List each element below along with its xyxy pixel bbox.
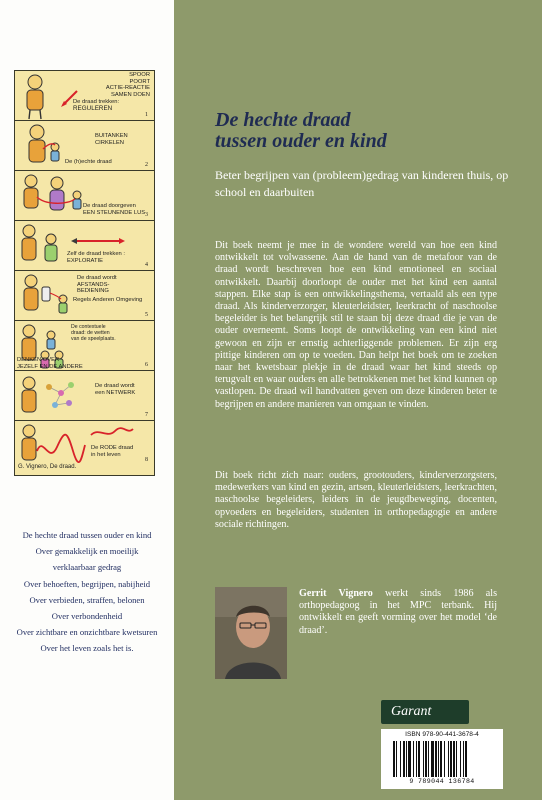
topic-item: verklaarbaar gedrag xyxy=(52,562,122,573)
left-panel xyxy=(0,0,174,800)
isbn-text: ISBN 978-90-441-3678-4 xyxy=(405,731,479,738)
author-bio-text: werkt sinds 1986 als orthopedagoog in het MPC terbank. Hij ontwikkelt en geeft vorming over het model ‘de draad’. xyxy=(299,588,497,636)
frame-1-line-6: REGULEREN xyxy=(73,105,113,112)
frame-7-line-1: De draad wordt xyxy=(95,383,135,389)
frame-6-line-3: van de speelplaats. xyxy=(71,336,116,342)
title-line-1: De hechte draad xyxy=(215,109,351,131)
frame-5-line-4: Regels Anderen Omgeving xyxy=(73,297,143,303)
frame-1-line-4: SAMEN DOEN xyxy=(111,91,150,98)
strip-frame-3 xyxy=(15,171,154,221)
topics-list xyxy=(0,527,174,657)
frame-5-number: 5 xyxy=(145,312,148,318)
author-bio xyxy=(299,588,497,637)
frame-5-line-1: De draad wordt xyxy=(77,275,117,281)
frame-6-line-1: De contextuele xyxy=(71,324,106,330)
frame-2-line-1: BUITANKEN xyxy=(95,133,128,139)
topic-item: Over het leven zoals het is. xyxy=(40,643,134,654)
publisher-logo: Garant xyxy=(381,700,469,724)
topic-item: Over zichtbare en onzichtbare kwetsuren xyxy=(16,627,158,638)
frame-5-line-2: AFSTANDS- xyxy=(77,281,110,288)
strip-frame-2 xyxy=(15,121,154,171)
frame-4-number: 4 xyxy=(145,262,148,268)
audience-paragraph: Dit boek richt zich naar: ouders, grootouders, kinderverzorgsters, medewerkers van kind en gezin, artsen, kleuterleidsters, leerkrachten, naschoolse begeleiders, leiders in de jeugdbeweging, docenten, opvoeders en begeleiders, studenten in orthopedagogie en andere sociale richtingen. xyxy=(215,470,497,530)
frame-4-line-2: EXPLORATIE xyxy=(67,257,103,264)
frame-6-line-2: draad: de wetten xyxy=(71,330,110,336)
frame-3-line-1: De draad doorgeven xyxy=(83,203,136,209)
author-photo xyxy=(215,587,287,679)
frame-2-number: 2 xyxy=(145,162,148,168)
topic-item: Over gemakkelijk en moeilijk xyxy=(35,546,139,557)
frame-3-number: 3 xyxy=(145,212,148,218)
book-title xyxy=(215,110,387,152)
strip-frame-1 xyxy=(15,71,154,121)
barcode-digits: 9 789044 136784 xyxy=(409,778,475,785)
frame-2-line-2: CIRKELEN xyxy=(95,139,124,146)
frame-7-number: 7 xyxy=(145,412,148,418)
topic-item: Over behoeften, begrijpen, nabijheid xyxy=(23,578,151,589)
topic-item: Over verbondenheid xyxy=(51,611,123,622)
frame-8-line-1: De RODE draad xyxy=(91,445,134,451)
strip-frame-5 xyxy=(15,271,154,321)
frame-6-line-5: JEZELF EN DE ANDERE xyxy=(17,363,83,370)
strip-frame-7 xyxy=(15,371,154,421)
frame-2-line-3: De (h)echte draad xyxy=(65,159,112,165)
barcode-image xyxy=(393,741,491,777)
strip-frame-8 xyxy=(15,421,154,471)
frame-4-line-1: Zelf de draad trekken : xyxy=(67,251,126,257)
book-subtitle: Beter begrijpen van (probleem)gedrag van kinderen thuis, op school en daarbuiten xyxy=(215,168,509,199)
frame-6-line-4: DENKEN OVER xyxy=(17,357,60,363)
strip-frame-6 xyxy=(15,321,154,371)
description-paragraph: Dit boek neemt je mee in de wondere wereld van hoe een kind ontwikkelt tot volwassene. Aan de hand van de metafoor van de draad wordt beschreven hoe een kind emotioneel en sociaal ontwikkelt. Daarbij doorloopt de ouder met het kind een aantal stappen. Elke stap is een ontwikkelingsthema, vertaald als een type draad. Als kinderverzorger, kleuterleidster, leerkracht of naschoolse begeleider is het belangrijk stil te staan bij deze draad die je van de ouder overneemt. Soms loopt de ontwikkeling van een kind niet gewoon en zijn er ernstig achterliggende problemen. Er zijn erg pittige kinderen om op te voeden. Dan helpt het boek om te zoeken naar het kwetsbaar plekje in de draad waar het kind steeds op terugvalt en waar ouders en alle betrokkenen met het kind kunnen op vastlopen. De draad wil handvatten geven om deze kinderen beter te begrijpen en andere manieren van omgaan te vinden. xyxy=(215,240,497,410)
title-line-2: tussen ouder en kind xyxy=(215,130,387,152)
frame-8-number: 8 xyxy=(145,457,148,463)
topic-item: De hechte draad tussen ouder en kind xyxy=(22,530,152,540)
strip-credit: G. Vignero, De draad. xyxy=(18,464,77,470)
frame-6-number: 6 xyxy=(145,362,148,368)
frame-7-line-2: een NETWERK xyxy=(95,389,136,396)
frame-1-line-5: De draad trekken: xyxy=(73,99,120,105)
frame-3-line-2: EEN STEUNENDE LUS xyxy=(83,209,146,216)
barcode-box xyxy=(381,729,503,789)
comic-strip xyxy=(14,70,155,476)
strip-frame-4 xyxy=(15,221,154,271)
topic-item: Over verbieden, straffen, belonen xyxy=(29,594,145,605)
frame-1-number: 1 xyxy=(145,112,148,118)
frame-1-line-2: POORT xyxy=(129,78,150,85)
frame-1-line-3: ACTIE-REACTIE xyxy=(105,85,150,92)
author-name: Gerrit Vignero xyxy=(299,588,373,599)
frame-5-line-3: BEDIENING xyxy=(77,288,109,295)
author-portrait-image xyxy=(215,587,287,679)
frame-8-line-2: in het leven xyxy=(91,451,121,458)
frame-1-line-1: SPOOR xyxy=(129,72,150,78)
